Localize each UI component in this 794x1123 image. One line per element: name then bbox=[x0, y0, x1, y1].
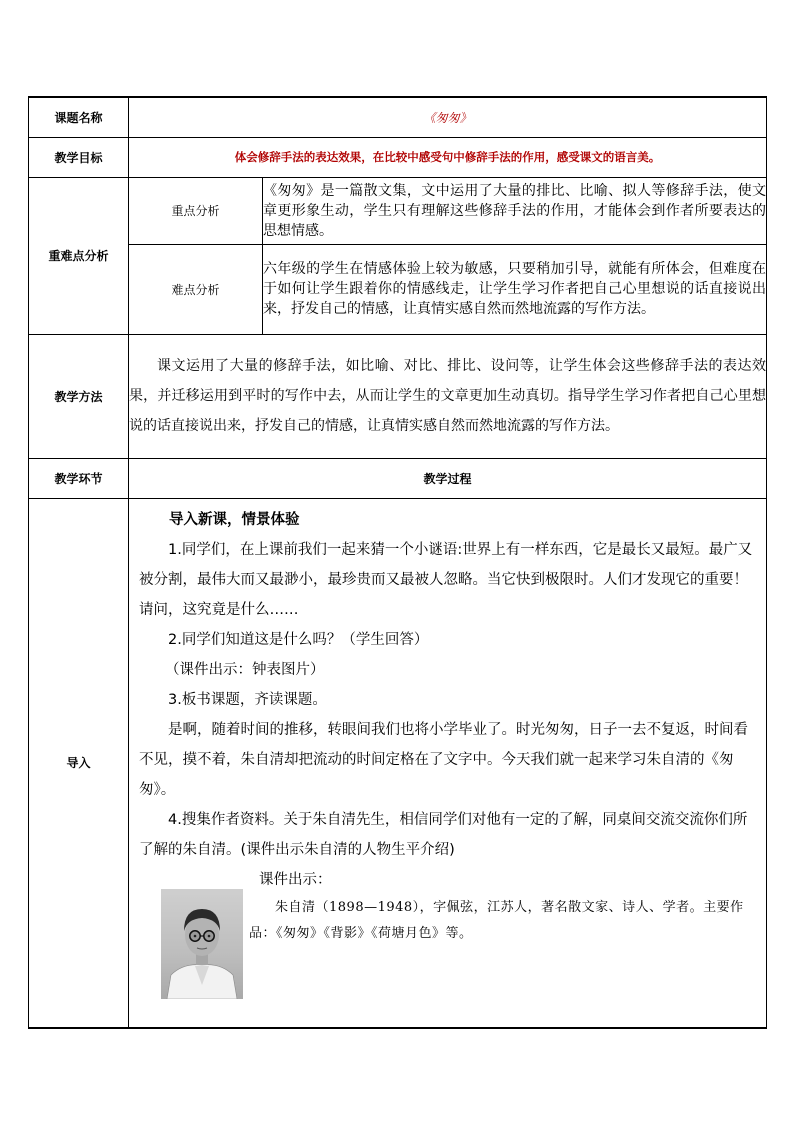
intro-paragraph-1: 1.同学们，在上课前我们一起来猜一个小谜语:世界上有一样东西，它是最长又最短。最广又被分割，最伟大而又最渺小，最珍贵而又最被人忽略。当它快到极限时。人们才发现它的重要！请问，这究竟是什么…… bbox=[139, 541, 753, 618]
lesson-plan-table bbox=[28, 96, 767, 1029]
intro-paragraph-3: （课件出示：钟表图片） bbox=[165, 661, 325, 678]
intro-paragraph-6: 4.搜集作者资料。关于朱自清先生，相信同学们对他有一定的了解，同桌间交流交流你们所了解的朱自清。(课件出示朱自清的人物生平介绍) bbox=[139, 811, 748, 858]
intro-paragraph-5: 是啊，随着时间的推移，转眼间我们也将小学毕业了。时光匆匆，日子一去不复返，时间看不见，摸不着，朱自清却把流动的时间定格在了文字中。今天我们就一起来学习朱自清的《匆匆》。 bbox=[139, 721, 748, 798]
method-text: 课文运用了大量的修辞手法，如比喻、对比、排比、设问等，让学生体会这些修辞手法的表达效果，并迁移运用到平时的写作中去，从而让学生的文章更加生动真切。指导学生学习作者把自己心里想说的话直接说出来，抒发自己的情感，让真情实感自然而然地流露的写作方法。 bbox=[129, 334, 767, 458]
method-label: 教学方法 bbox=[29, 334, 129, 458]
intro-paragraph-2: 2.同学们知道这是什么吗？（学生回答） bbox=[168, 631, 429, 648]
intro-label: 导入 bbox=[29, 498, 129, 1028]
key-point-label: 重点分析 bbox=[129, 177, 263, 244]
process-stage-label: 教学环节 bbox=[29, 458, 129, 498]
process-header: 教学过程 bbox=[129, 458, 767, 498]
author-portrait-image bbox=[161, 889, 243, 999]
goal-text: 体会修辞手法的表达效果，在比较中感受句中修辞手法的作用，感受课文的语言美。 bbox=[129, 137, 767, 177]
intro-heading: 导入新课，情景体验 bbox=[169, 511, 300, 528]
slide-label: 课件出示： bbox=[259, 871, 332, 888]
difficult-point-text: 六年级的学生在情感体验上较为敏感，只要稍加引导，就能有所体会，但难度在于如何让学生跟着你的情感线走，让学生学习作者把自己心里想说的话直接说出来，抒发自己的情感，让真情实感自然而然地流露的写作方法。 bbox=[263, 244, 767, 334]
intro-paragraph-4: 3.板书课题，齐读课题。 bbox=[168, 691, 327, 708]
author-bio-text: 朱自清（1898—1948），字佩弦，江苏人，著名散文家、诗人、学者。主要作品：《匆匆》《背影》《荷塘月色》等。 bbox=[249, 899, 744, 941]
lesson-title: 《匆匆》 bbox=[129, 97, 767, 137]
portrait-drawing bbox=[161, 889, 243, 999]
courseware-slide bbox=[139, 867, 758, 987]
goal-label: 教学目标 bbox=[29, 137, 129, 177]
key-point-text: 《匆匆》是一篇散文集，文中运用了大量的排比、比喻、拟人等修辞手法，使文章更形象生动，学生只有理解这些修辞手法的作用，才能体会到作者所要表达的思想情感。 bbox=[263, 177, 767, 244]
intro-content bbox=[129, 498, 767, 1028]
analysis-label: 重难点分析 bbox=[29, 177, 129, 334]
title-label: 课题名称 bbox=[29, 97, 129, 137]
difficult-point-label: 难点分析 bbox=[129, 244, 263, 334]
